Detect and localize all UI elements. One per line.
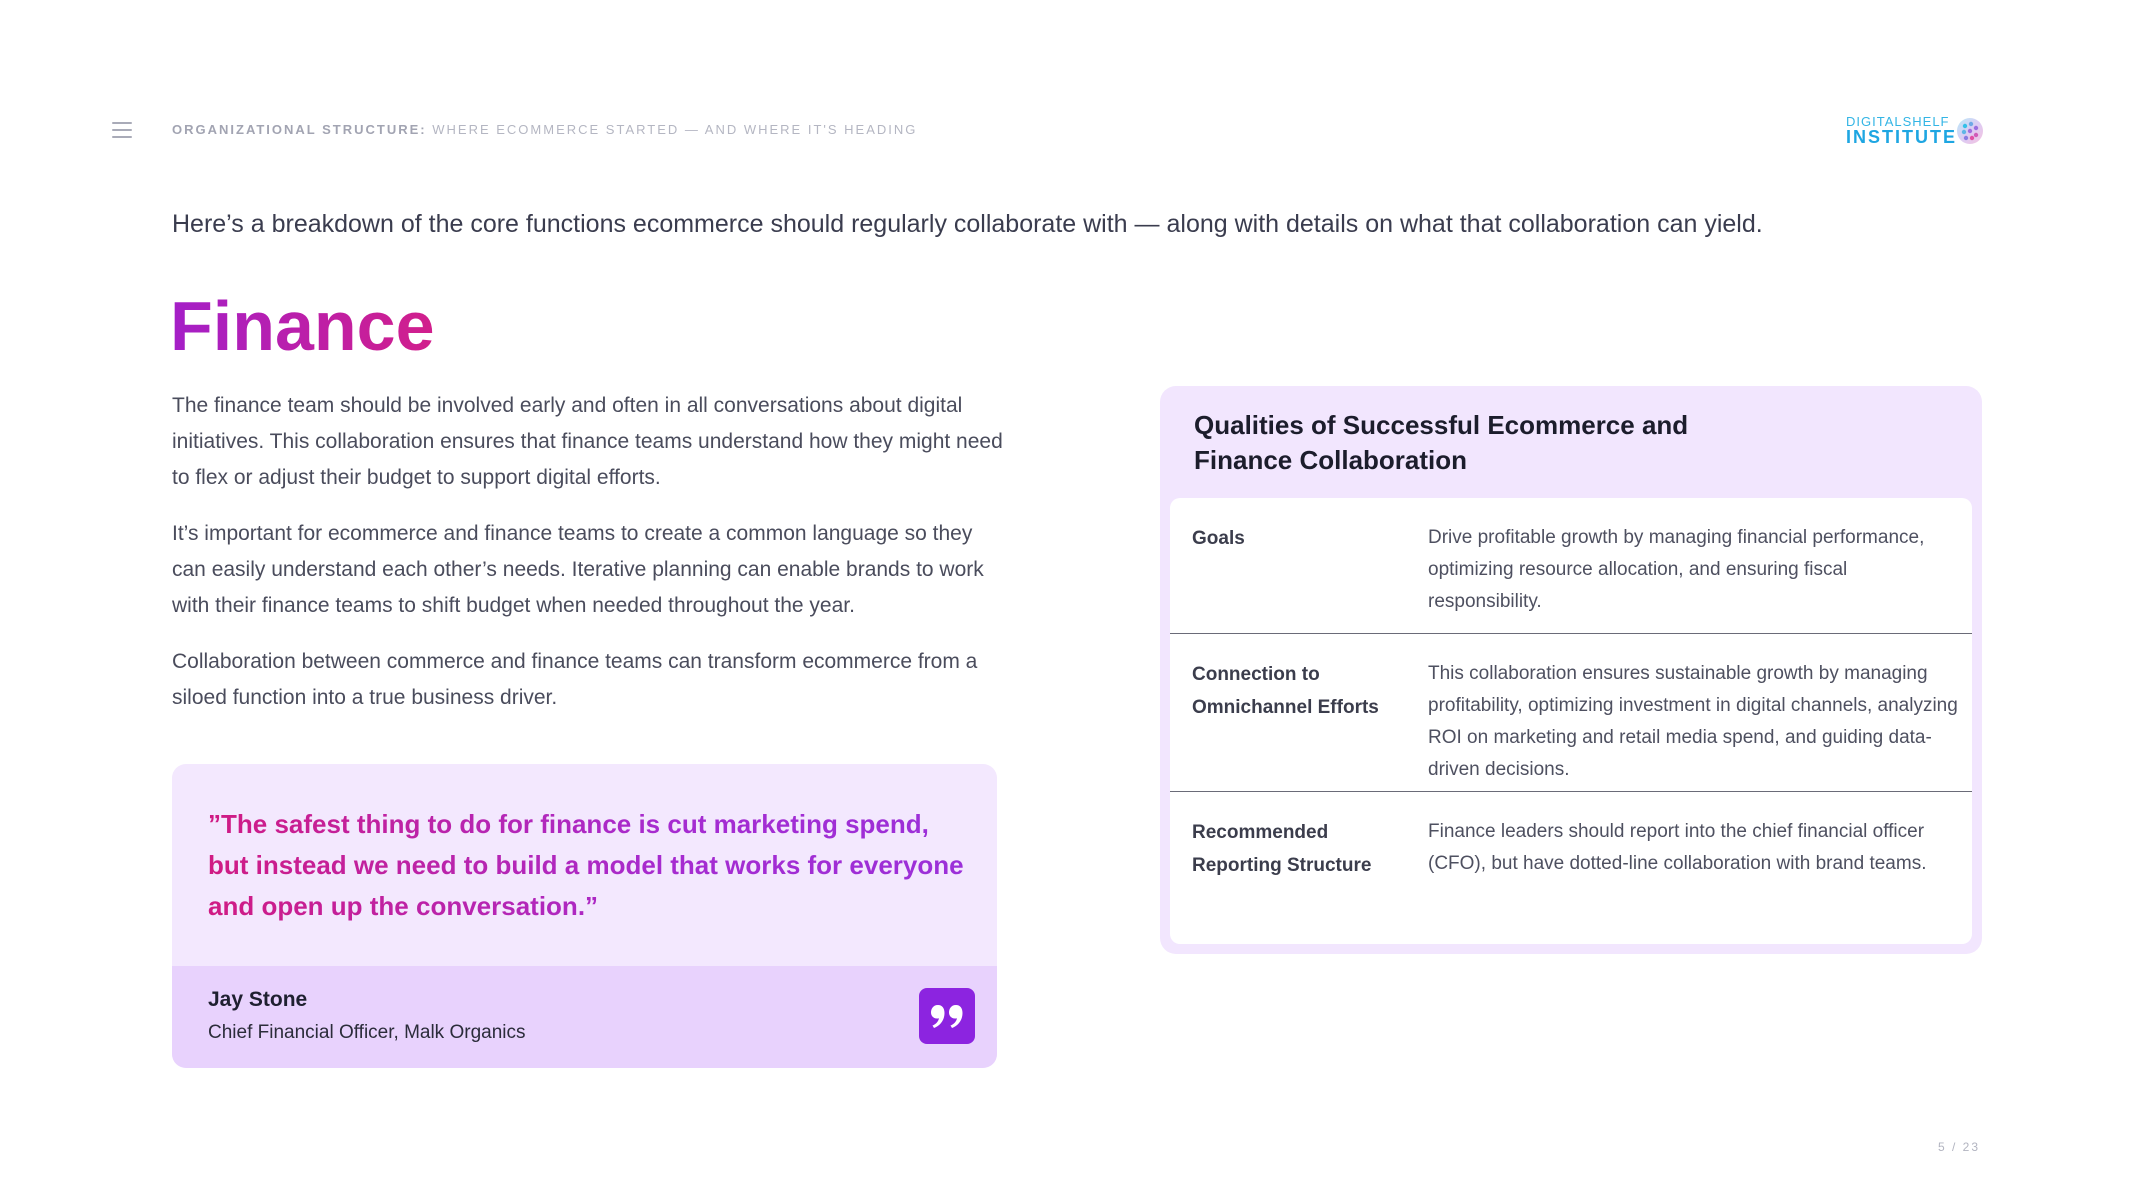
quote-text: ”The safest thing to do for finance is cut marketing spend, but instead we need to build a model that works for everyone and open up the conversation.” <box>208 804 968 927</box>
row-label: Goals <box>1192 528 1245 549</box>
row-value: Drive profitable growth by managing financial performance, optimizing resource allocation, and ensuring fiscal responsibility. <box>1428 527 1925 612</box>
digitalshelf-institute-logo <box>1846 114 1986 148</box>
quote-icon <box>930 1003 964 1029</box>
table-row <box>1170 792 1972 932</box>
logo-mark-icon <box>1956 117 1984 145</box>
quote-attribution <box>172 966 997 1068</box>
section-title: Finance <box>170 284 435 368</box>
quote-card <box>172 764 997 1068</box>
menu-line <box>112 122 132 124</box>
row-label: Connection to Omnichannel Efforts <box>1192 664 1379 718</box>
quote-author-name: Jay Stone <box>208 988 308 1011</box>
breadcrumb-section: ORGANIZATIONAL STRUCTURE: <box>172 122 427 137</box>
body-text <box>172 388 1012 736</box>
qualities-table-card <box>1160 386 1982 954</box>
row-value: This collaboration ensures sustainable growth by managing profitability, optimizing investment in digital channels, analyzing ROI on marketing and retail media spend, and guiding data-driven decisions. <box>1428 663 1958 780</box>
body-paragraph: It’s important for ecommerce and finance teams to create a common language so they can easily understand each other’s needs. Iterative planning can enable brands to work with their finance teams to shift budget when needed throughout the year. <box>172 522 984 617</box>
logo-text-bottom: INSTITUTE <box>1846 127 1957 147</box>
qualities-table <box>1170 498 1972 944</box>
quote-badge <box>919 988 975 1044</box>
menu-line <box>112 129 132 131</box>
body-paragraph: The finance team should be involved early and often in all conversations about digital initiatives. This collaboration ensures that finance teams understand how they might need to flex or adjust their budget to support digital efforts. <box>172 394 1003 489</box>
breadcrumb-subtitle: WHERE ECOMMERCE STARTED — AND WHERE IT'S HEADING <box>426 122 918 137</box>
quote-author-role: Chief Financial Officer, Malk Organics <box>208 1022 526 1043</box>
breadcrumb <box>172 122 917 137</box>
page-number: 5 / 23 <box>1938 1140 1981 1154</box>
table-title: Qualities of Successful Ecommerce and Finance Collaboration <box>1194 410 1689 475</box>
row-label: Recommended Reporting Structure <box>1192 822 1372 876</box>
table-row <box>1170 634 1972 792</box>
menu-line <box>112 136 132 138</box>
row-value: Finance leaders should report into the chief financial officer (CFO), but have dotted-line collaboration with brand teams. <box>1428 821 1927 874</box>
body-paragraph: Collaboration between commerce and finance teams can transform ecommerce from a siloed function into a true business driver. <box>172 650 978 709</box>
intro-text: Here’s a breakdown of the core functions ecommerce should regularly collaborate with — along with details on what that collaboration can yield. <box>172 210 1763 238</box>
hamburger-menu-icon[interactable] <box>112 122 132 138</box>
logo-text-top: DIGITALSHELF <box>1846 114 1950 129</box>
table-row <box>1170 498 1972 634</box>
